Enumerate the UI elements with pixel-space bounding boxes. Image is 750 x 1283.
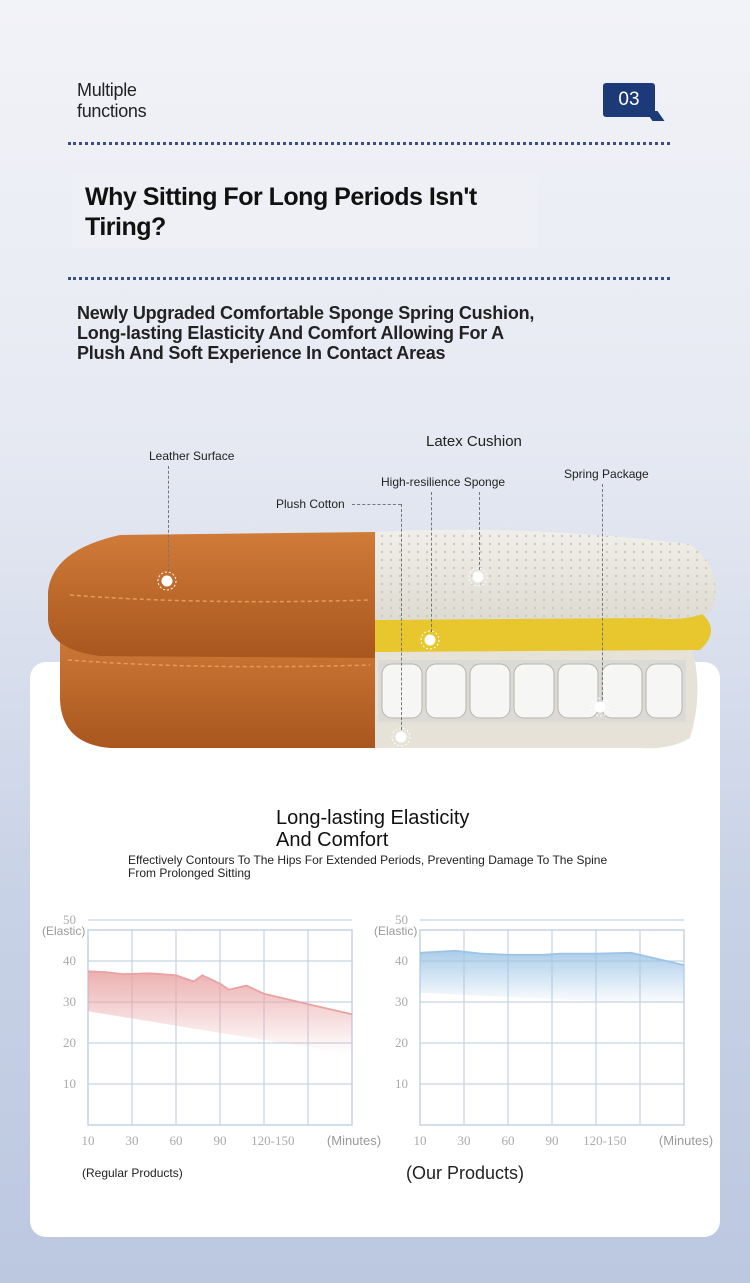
chart-section-title: Long-lasting Elasticity And Comfort	[276, 807, 470, 851]
page-number: 03	[618, 89, 640, 110]
page-title: Why Sitting For Long Periods Isn't Tiring?	[85, 183, 477, 241]
y-axis-label: (Elastic)	[374, 924, 418, 938]
leader-cotton	[401, 504, 402, 730]
y-tick-label: 20	[395, 1035, 408, 1050]
x-tick-label: 60	[169, 1133, 183, 1148]
y-tick-label: 30	[63, 994, 76, 1009]
x-axis-label: (Minutes)	[658, 1133, 714, 1148]
y-tick-label: 50	[63, 912, 76, 927]
leader-leather	[168, 466, 169, 572]
y-tick-label: 40	[395, 953, 408, 968]
label-plush-cotton: Plush Cotton	[276, 497, 345, 511]
cushion-illustration	[0, 500, 750, 770]
y-tick-label: 10	[395, 1076, 408, 1091]
x-axis-label: (Minutes)	[326, 1133, 382, 1148]
chart-regular-products	[30, 912, 382, 1195]
page-number-badge	[603, 83, 655, 117]
divider-bottom	[68, 277, 670, 280]
chart-section-description: Effectively Contours To The Hips For Extended Periods, Preventing Damage To The Spine From Prolonged Sitting	[128, 853, 608, 880]
y-tick-label: 30	[395, 994, 408, 1009]
x-tick-label: 90	[545, 1133, 559, 1148]
leader-spring	[602, 484, 603, 700]
leather-upper	[48, 532, 375, 658]
y-axis-label: (Elastic)	[42, 924, 86, 938]
x-tick-label: 120-150	[583, 1133, 627, 1148]
x-tick-label: 120-150	[251, 1133, 295, 1148]
leader-cotton-h	[352, 504, 401, 505]
x-tick-label: 60	[501, 1133, 515, 1148]
label-latex-cushion: Latex Cushion	[426, 433, 522, 450]
x-tick-label: 30	[125, 1133, 139, 1148]
divider-top	[68, 142, 670, 145]
y-tick-label: 40	[63, 953, 76, 968]
x-tick-label: 10	[81, 1133, 95, 1148]
caption-regular-products: (Regular Products)	[82, 1166, 183, 1180]
x-tick-label: 10	[413, 1133, 427, 1148]
y-tick-label: 20	[63, 1035, 76, 1050]
y-tick-label: 50	[395, 912, 408, 927]
x-tick-label: 90	[213, 1133, 227, 1148]
leader-latex	[479, 492, 480, 570]
label-leather-surface: Leather Surface	[149, 449, 235, 463]
y-tick-label: 10	[63, 1076, 76, 1091]
label-spring-package: Spring Package	[564, 467, 649, 481]
brand-label: Multiple functions	[77, 80, 147, 121]
caption-our-products: (Our Products)	[406, 1163, 525, 1183]
label-sponge: High-resilience Sponge	[381, 475, 506, 489]
leader-sponge	[431, 492, 432, 632]
subheadline: Newly Upgraded Comfortable Sponge Spring Cushion, Long-lasting Elasticity And Comfort Allowing For A Plush And Soft Experience In Contact Areas	[77, 303, 535, 363]
x-tick-label: 30	[457, 1133, 471, 1148]
chart-our-products	[362, 912, 714, 1195]
